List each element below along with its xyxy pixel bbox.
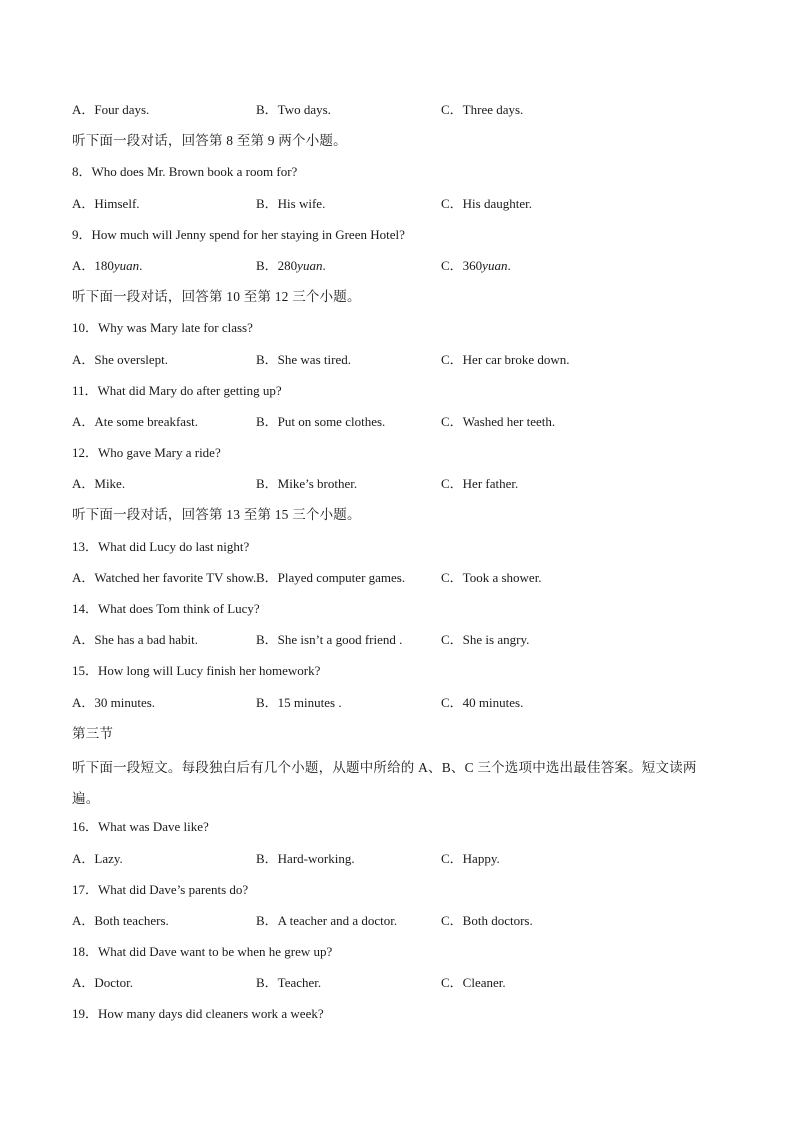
question-13: 13．What did Lucy do last night?: [72, 538, 250, 554]
option-a: A．Four days.: [72, 102, 150, 117]
option-a-amount: A．180: [72, 257, 114, 273]
question-15: 15．How long will Lucy finish her homework?: [72, 663, 321, 679]
option-c: C．Her car broke down.: [441, 351, 570, 367]
option-a: A．Both teachers.: [72, 912, 169, 928]
option-b: B．Mike’s brother.: [256, 476, 358, 492]
option-b: [256, 253, 326, 279]
option-c: C．Took a shower.: [441, 569, 542, 585]
options-row-q15: [72, 690, 722, 721]
option-a: A．Mike.: [72, 476, 126, 492]
instruction-q8-9: 听下面一段对话，回答第 8 至第 9 两个小题。: [72, 133, 347, 149]
options-row-q12: [72, 471, 722, 502]
option-b: B．Hard-working.: [256, 850, 355, 866]
question-14: 14．What does Tom think of Lucy?: [72, 601, 260, 616]
question-17: 17．What did Dave’s parents do?: [72, 881, 249, 897]
option-a: A．She has a bad habit.: [72, 632, 199, 648]
option-b-unit: yuan: [297, 257, 323, 273]
option-c: C．His daughter.: [441, 195, 532, 211]
option-a: A．She overslept.: [72, 351, 169, 367]
question-10: 10．Why was Mary late for class?: [72, 320, 253, 336]
option-c: C．Washed her teeth.: [441, 413, 556, 429]
question-8: 8．Who does Mr. Brown book a room for?: [72, 164, 298, 180]
question-11: 11．What did Mary do after getting up?: [72, 382, 282, 398]
option-b: B．Two days.: [256, 102, 331, 117]
question-18: 18．What did Dave want to be when he grew up?: [72, 944, 333, 960]
option-b: B．Played computer games.: [256, 569, 406, 585]
options-row-q9: [72, 253, 722, 284]
option-b: B．15 minutes .: [256, 694, 342, 710]
options-row-q7: [72, 97, 722, 128]
option-c: C．Both doctors.: [441, 912, 533, 928]
option-c-unit: yuan: [482, 257, 508, 273]
option-a-suffix: .: [139, 257, 143, 273]
instruction-q13-15: 听下面一段对话，回答第 13 至第 15 三个小题。: [72, 507, 361, 523]
option-b: B．Teacher.: [256, 975, 322, 991]
options-row-q14: [72, 627, 722, 658]
options-row-q11: [72, 409, 722, 440]
option-c: C．Three days.: [441, 102, 524, 117]
option-c-amount: C．360: [441, 257, 483, 273]
option-b-suffix: .: [322, 257, 326, 273]
section-heading: 第三节: [72, 725, 114, 741]
options-row-q16: [72, 846, 722, 877]
options-row-q8: [72, 191, 722, 222]
option-a: A．30 minutes.: [72, 694, 156, 710]
option-a: A．Watched her favorite TV show.: [72, 569, 257, 585]
option-b: B．She isn’t a good friend .: [256, 632, 403, 648]
options-row-q17: [72, 908, 722, 939]
option-b-amount: B．280: [256, 257, 298, 273]
option-c: C．Happy.: [441, 850, 500, 866]
option-a: A．Doctor.: [72, 975, 134, 991]
option-c: C．Cleaner.: [441, 975, 506, 991]
option-a: A．Himself.: [72, 195, 140, 211]
exam-page: [72, 97, 722, 1033]
option-b: B．A teacher and a doctor.: [256, 912, 398, 928]
instruction-q10-12: 听下面一段对话，回答第 10 至第 12 三个小题。: [72, 289, 361, 305]
question-19: 19．How many days did cleaners work a week?: [72, 1006, 324, 1022]
options-row-q13: [72, 565, 722, 596]
option-b: B．His wife.: [256, 195, 326, 211]
section-instructions: 听下面一段短文。每段独白后有几个小题，从题中所给的 A、B、C 三个选项中选出最佳答案。短文读两遍。: [72, 759, 697, 807]
option-c: C．40 minutes.: [441, 694, 524, 710]
options-row-q18: [72, 970, 722, 1001]
option-a: [72, 253, 142, 279]
option-a: A．Ate some breakfast.: [72, 413, 198, 429]
option-c: C．She is angry.: [441, 632, 530, 648]
option-b: B．Put on some clothes.: [256, 413, 386, 429]
question-12: 12．Who gave Mary a ride?: [72, 445, 221, 461]
option-a: A．Lazy.: [72, 850, 123, 866]
question-16: 16．What was Dave like?: [72, 819, 209, 835]
question-9: 9．How much will Jenny spend for her staying in Green Hotel?: [72, 226, 405, 242]
option-c: C．Her father.: [441, 476, 519, 492]
options-row-q10: [72, 347, 722, 378]
option-c-suffix: .: [507, 257, 511, 273]
option-a-unit: yuan: [113, 257, 140, 273]
option-c: [441, 253, 511, 279]
option-b: B．She was tired.: [256, 351, 351, 367]
